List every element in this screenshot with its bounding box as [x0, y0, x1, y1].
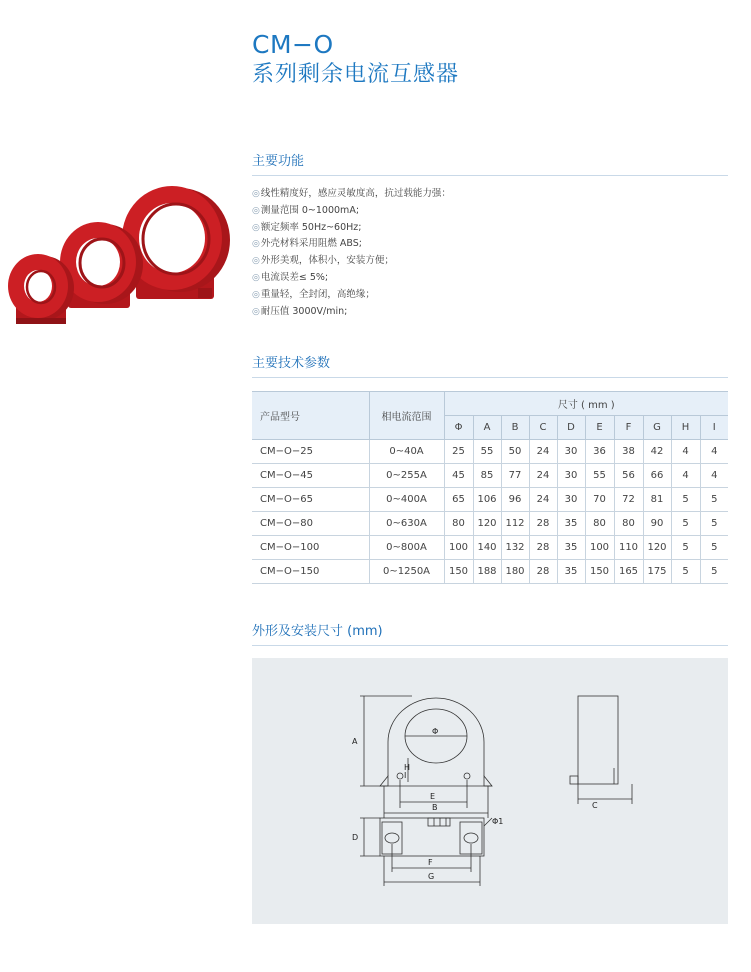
table-row [252, 512, 728, 536]
label-g: G [428, 872, 435, 881]
cell-dim: 5 [671, 560, 700, 584]
feature-item: ◎重量轻，全封闭，高绝缘； [252, 288, 375, 300]
header-dim-col: C [529, 416, 557, 440]
cell-dim: 65 [444, 488, 473, 512]
table-row [252, 464, 728, 488]
cell-dim: 30 [557, 488, 585, 512]
label-i: I [404, 771, 407, 780]
features-heading: 主要功能 [252, 150, 728, 176]
cell-dim: 112 [501, 512, 529, 536]
cell-model: CM−O−150 [252, 560, 369, 584]
cell-dim: 5 [700, 560, 728, 584]
cell-dim: 5 [700, 488, 728, 512]
small-ring-image [8, 254, 74, 324]
cell-dim: 5 [671, 488, 700, 512]
label-e: E [430, 792, 436, 801]
label-d: D [352, 833, 359, 842]
spec-table [252, 391, 728, 584]
cell-dim: 36 [585, 440, 614, 464]
cell-dim: 42 [643, 440, 671, 464]
cell-dim: 24 [529, 464, 557, 488]
cell-dim: 55 [473, 440, 501, 464]
cell-dim: 150 [444, 560, 473, 584]
header-dims: 尺寸 ( mm ) [444, 392, 728, 416]
dimension-drawing [252, 658, 728, 924]
cell-dim: 100 [585, 536, 614, 560]
cell-dim: 50 [501, 440, 529, 464]
header-dim-col: Φ [444, 416, 473, 440]
cell-dim: 38 [614, 440, 643, 464]
drawing-heading: 外形及安装尺寸 (mm) [252, 620, 728, 646]
cell-dim: 100 [444, 536, 473, 560]
cell-model: CM−O−100 [252, 536, 369, 560]
header-dim-col: D [557, 416, 585, 440]
series-code: CM−O [252, 30, 334, 59]
cell-dim: 80 [585, 512, 614, 536]
cell-dim: 120 [473, 512, 501, 536]
cell-dim: 35 [557, 560, 585, 584]
cell-model: CM−O−65 [252, 488, 369, 512]
header-dim-col: B [501, 416, 529, 440]
cell-dim: 28 [529, 560, 557, 584]
cell-model: CM−O−80 [252, 512, 369, 536]
cell-dim: 4 [671, 464, 700, 488]
cell-range: 0~40A [369, 440, 444, 464]
front-view-outline [388, 698, 484, 776]
label-b: B [432, 803, 438, 812]
header-dim-col: F [614, 416, 643, 440]
cell-model: CM−O−25 [252, 440, 369, 464]
product-photo [8, 178, 238, 338]
label-h: H [404, 763, 411, 772]
header-model: 产品型号 [252, 392, 369, 440]
specs-heading: 主要技术参数 [252, 352, 728, 378]
cell-dim: 35 [557, 512, 585, 536]
cell-dim: 175 [643, 560, 671, 584]
cell-dim: 110 [614, 536, 643, 560]
cell-dim: 5 [700, 512, 728, 536]
cell-range: 0~1250A [369, 560, 444, 584]
cell-dim: 25 [444, 440, 473, 464]
feature-item: ◎测量范围 0~1000mA; [252, 204, 360, 216]
cell-dim: 120 [643, 536, 671, 560]
feature-list [252, 186, 451, 320]
bottom-view-body [380, 818, 484, 856]
feature-item: ◎电流误差≤ 5%; [252, 271, 329, 283]
cell-dim: 28 [529, 536, 557, 560]
cell-dim: 188 [473, 560, 501, 584]
cell-range: 0~255A [369, 464, 444, 488]
table-row [252, 536, 728, 560]
cell-dim: 4 [700, 464, 728, 488]
cell-dim: 4 [671, 440, 700, 464]
header-dim-col: E [585, 416, 614, 440]
cell-dim: 30 [557, 464, 585, 488]
cell-dim: 56 [614, 464, 643, 488]
cell-dim: 140 [473, 536, 501, 560]
cell-range: 0~400A [369, 488, 444, 512]
feature-item: ◎外形美观，体积小，安装方便； [252, 255, 394, 267]
cell-dim: 66 [643, 464, 671, 488]
cell-dim: 70 [585, 488, 614, 512]
label-phi: Φ [432, 727, 439, 736]
header-dim-col: A [473, 416, 501, 440]
cell-dim: 5 [671, 536, 700, 560]
feature-item: ◎线性精度好，感应灵敏度高，抗过载能力强： [252, 188, 451, 199]
cell-dim: 28 [529, 512, 557, 536]
cell-dim: 77 [501, 464, 529, 488]
cell-dim: 4 [700, 440, 728, 464]
page-title [252, 30, 459, 90]
feature-item: ◎额定频率 50Hz~60Hz; [252, 221, 362, 233]
cell-dim: 80 [444, 512, 473, 536]
label-c: C [592, 801, 598, 810]
cell-dim: 55 [585, 464, 614, 488]
series-name: 系列剩余电流互感器 [252, 62, 460, 87]
cell-dim: 85 [473, 464, 501, 488]
cell-dim: 132 [501, 536, 529, 560]
header-dim-col: H [671, 416, 700, 440]
label-f: F [428, 858, 433, 867]
label-phi1: Φ1 [492, 817, 504, 826]
side-view-body [578, 696, 618, 784]
cell-dim: 150 [585, 560, 614, 584]
cell-dim: 72 [614, 488, 643, 512]
cell-dim: 106 [473, 488, 501, 512]
cell-dim: 165 [614, 560, 643, 584]
cell-model: CM−O−45 [252, 464, 369, 488]
cell-dim: 24 [529, 440, 557, 464]
cell-dim: 90 [643, 512, 671, 536]
cell-dim: 5 [700, 536, 728, 560]
feature-item: ◎耐压值 3000V/min; [252, 305, 348, 317]
cell-dim: 45 [444, 464, 473, 488]
cell-range: 0~630A [369, 512, 444, 536]
cell-dim: 81 [643, 488, 671, 512]
cell-dim: 96 [501, 488, 529, 512]
cell-dim: 30 [557, 440, 585, 464]
cell-dim: 180 [501, 560, 529, 584]
header-dim-col: G [643, 416, 671, 440]
cell-dim: 35 [557, 536, 585, 560]
table-row [252, 560, 728, 584]
header-dim-col: I [700, 416, 728, 440]
cell-dim: 5 [671, 512, 700, 536]
cell-dim: 80 [614, 512, 643, 536]
table-row [252, 440, 728, 464]
feature-item: ◎外壳材料采用阻燃 ABS; [252, 238, 362, 250]
cell-range: 0~800A [369, 536, 444, 560]
label-a: A [352, 737, 358, 746]
header-range: 相电流范围 [369, 392, 444, 440]
table-row [252, 488, 728, 512]
cell-dim: 24 [529, 488, 557, 512]
